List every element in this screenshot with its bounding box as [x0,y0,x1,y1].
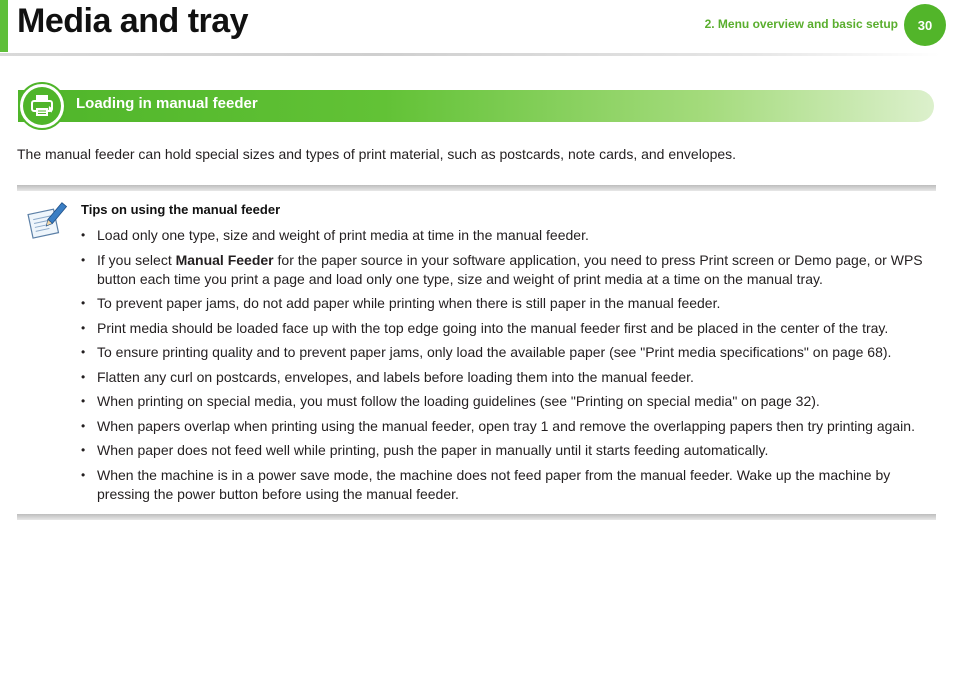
list-item: • When the machine is in a power save mode, the machine does not feed paper from the manual feeder. Wake up the machine by pressing the power button before using the manual feeder. [81,466,937,504]
note-pencil-icon [26,202,68,240]
note-top-rule [17,185,936,191]
page-number-badge: 30 [904,4,946,46]
list-item: • When paper does not feed well while printing, push the paper in manually until it starts feeding automatically. [81,441,937,460]
section-title: Loading in manual feeder [76,95,258,112]
list-item [81,251,937,289]
breadcrumb[interactable]: 2. Menu overview and basic setup [704,17,898,31]
list-item: • Load only one type, size and weight of print media at time in the manual feeder. [81,226,937,245]
list-item: • When papers overlap when printing using the manual feeder, open tray 1 and remove the overlapping papers then try printing again. [81,417,937,436]
header-divider [0,53,940,56]
tips-list [81,226,937,509]
note-heading: Tips on using the manual feeder [81,202,281,217]
intro-paragraph: The manual feeder can hold special sizes and types of print material, such as postcards, note cards, and envelopes. [17,146,737,162]
list-item: • To ensure printing quality and to prevent paper jams, only load the available paper (see "Print media specifications" on page 68). [81,343,937,362]
manual-feeder-term: Manual Feeder [175,251,274,268]
tip-text: for the paper source in your software application, you need to press Print screen or Demo page, or WPS button each time you print a page and load only one type, size and weight of print media at a time on the manual tray. [97,251,923,287]
section-banner [18,90,934,122]
list-item: • When printing on special media, you must follow the loading guidelines (see "Printing on special media" on page 32). [81,392,937,411]
printer-icon [18,82,66,130]
tip-text: If you select [97,251,176,268]
note-bottom-rule [17,514,936,520]
list-item: • Print media should be loaded face up with the top edge going into the manual feeder first and be placed in the center of the tray. [81,319,937,338]
list-item: • To prevent paper jams, do not add paper while printing when there is still paper in the manual feeder. [81,294,937,313]
page-title: Media and tray [17,2,249,40]
header-accent-bar [0,0,8,52]
list-item: • Flatten any curl on postcards, envelopes, and labels before loading them into the manual feeder. [81,368,937,387]
